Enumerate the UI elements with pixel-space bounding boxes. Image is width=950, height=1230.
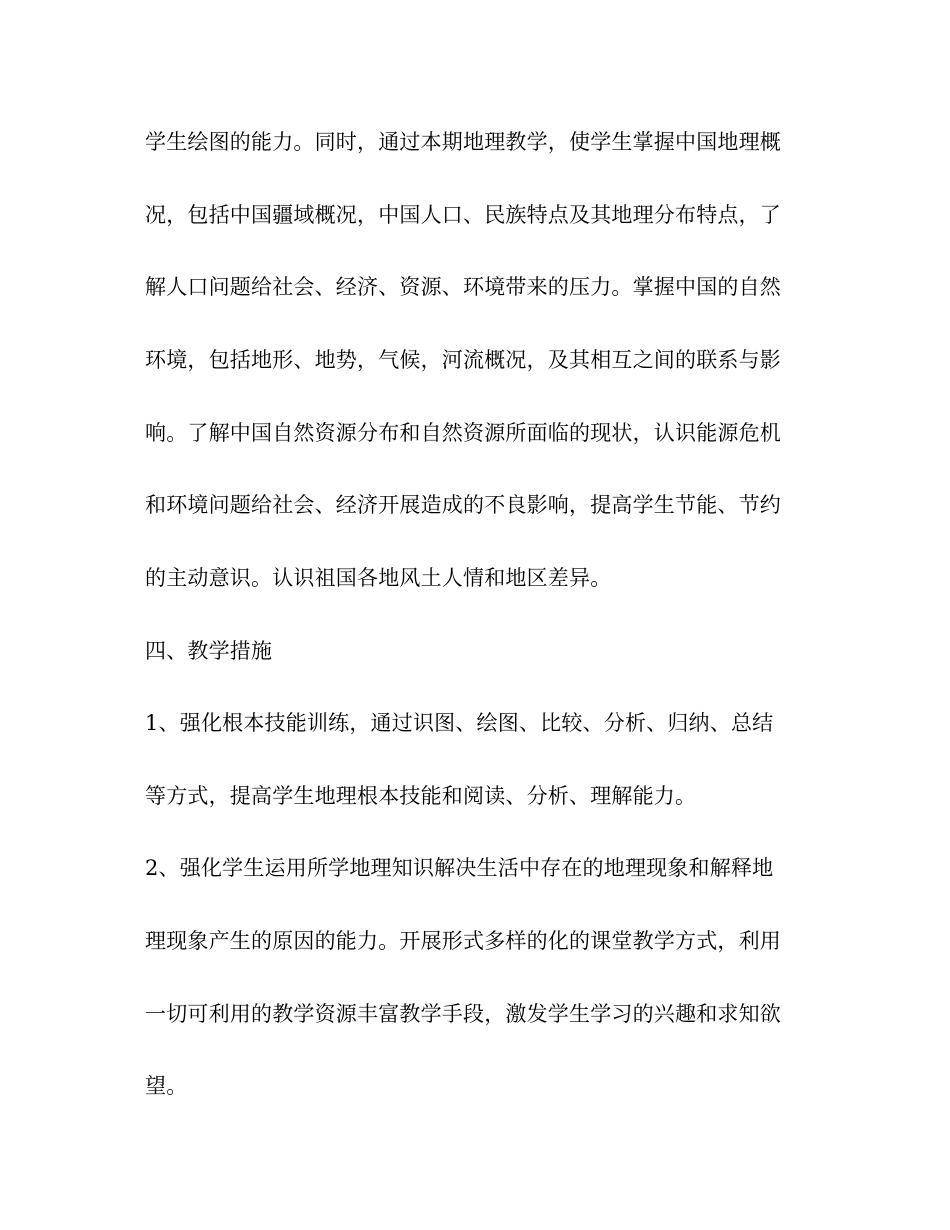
text-line: 一切可利用的教学资源丰富教学手段，激发学生学习的兴趣和求知欲 (145, 1002, 781, 1026)
text-line: 学生绘图的能力。同时，通过本期地理教学，使学生掌握中国地理概 (145, 130, 781, 154)
text-line: 的主动意识。认识祖国各地风土人情和地区差异。 (145, 566, 612, 590)
text-line: 等方式，提高学生地理根本技能和阅读、分析、理解能力。 (145, 784, 697, 808)
section-heading: 四、教学措施 (145, 639, 273, 663)
text-line: 响。了解中国自然资源分布和自然资源所面临的现状，认识能源危机 (145, 421, 781, 445)
text-line: 1、强化根本技能训练，通过识图、绘图、比较、分析、归纳、总结 (145, 711, 774, 735)
text-line: 和环境问题给社会、经济开展造成的不良影响，提高学生节能、节约 (145, 493, 781, 517)
text-line: 2、强化学生运用所学地理知识解决生活中存在的地理现象和解释地 (145, 856, 774, 880)
text-line: 解人口问题给社会、经济、资源、环境带来的压力。掌握中国的自然 (145, 275, 781, 299)
text-line: 环境，包括地形、地势，气候，河流概况，及其相互之间的联系与影 (145, 348, 781, 372)
text-line: 况，包括中国疆域概况，中国人口、民族特点及其地理分布特点，了 (145, 203, 781, 227)
text-line: 望。 (145, 1074, 188, 1098)
text-line: 理现象产生的原因的能力。开展形式多样的化的课堂教学方式，利用 (145, 929, 781, 953)
